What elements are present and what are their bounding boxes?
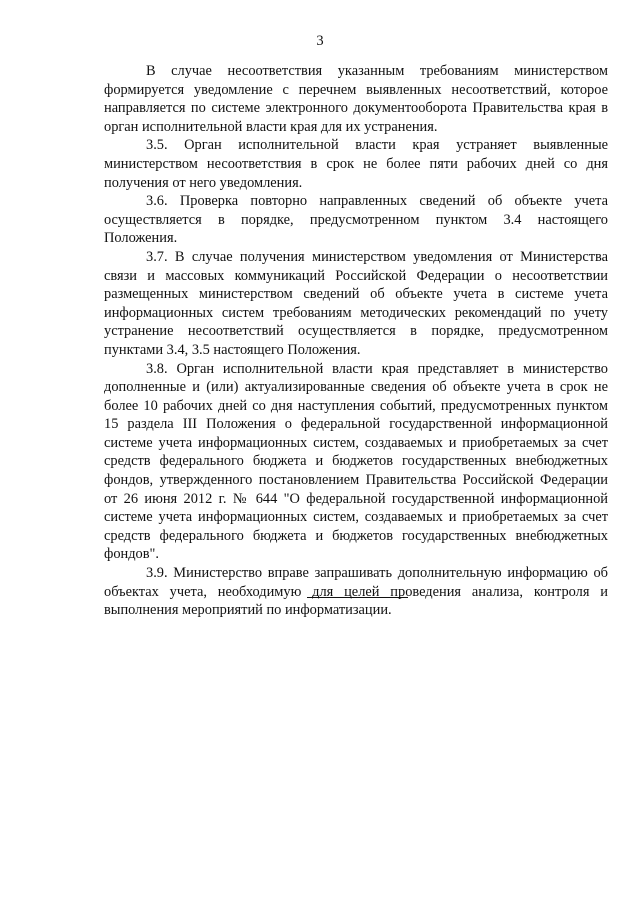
paragraph-3-7: 3.7. В случае получения министерством уведомления от Министерства связи и массовых коммуникаций Российской Федерации о несоответствии размещенных министерством сведений об объекте учета в системе учета информационных систем требованиям методических рекомендаций по учету устранение несоответствий осуществляется в порядке, предусмотренном пунктами 3.4, 3.5 настоящего Положения. — [104, 248, 608, 358]
end-divider-line — [307, 597, 408, 598]
paragraph-3-8: 3.8. Орган исполнительной власти края представляет в министерство дополненные и (или) актуализированные сведения об объекте учета в срок не более 10 рабочих дней со дня наступления событий, предусмотренных пунктом 15 раздела III Положения о федеральной государственной информационной системе учета информационных систем, создаваемых и приобретаемых за счет средств федерального бюджета и бюджетов государственных внебюджетных фондов, утвержденного постановлением Правительства Российской Федерации от 26 июня 2012 г. № 644 "О федеральной государственной информационной системе учета информационных систем, создаваемых и приобретаемых за счет средств федерального бюджета и бюджетов государственных внебюджетных фондов". — [104, 360, 608, 563]
page-number: 3 — [316, 33, 324, 49]
paragraph-3-6: 3.6. Проверка повторно направленных сведений об объекте учета осуществляется в порядке, предусмотренном пунктом 3.4 настоящего Положения. — [104, 193, 608, 247]
document-body — [104, 62, 608, 620]
paragraph-3-5: 3.5. Орган исполнительной власти края устраняет выявленные министерством несоответствия в срок не более пяти рабочих дней со дня получения от него уведомления. — [104, 137, 608, 191]
paragraph-3-9: 3.9. Министерство вправе запрашивать дополнительную информацию об объектах учета, необходимую для целей проведения анализа, контроля и выполнения мероприятий по информатизации. — [104, 565, 608, 619]
paragraph-notification-continuation: В случае несоответствия указанным требованиям министерством формируется уведомление с перечнем выявленных несоответствий, которое направляется по системе электронного документооборота Правительства края в орган исполнительной власти края для их устранения. — [104, 63, 608, 135]
